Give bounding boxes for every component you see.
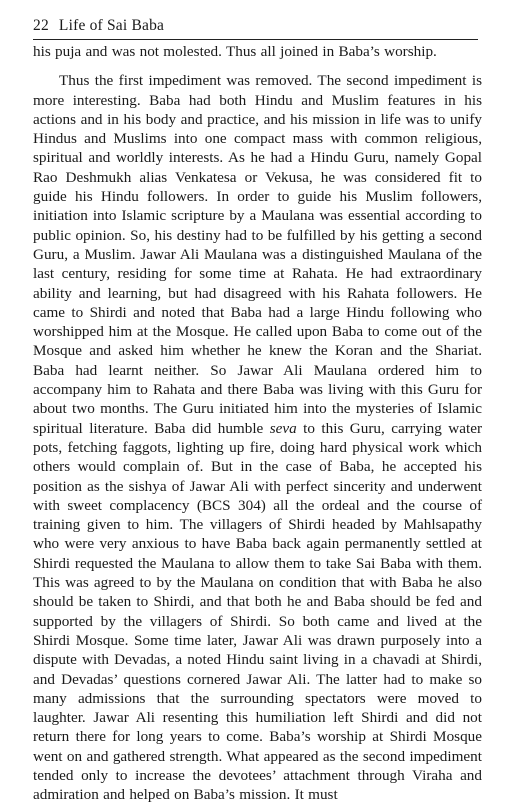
paragraph-continuation: his puja and was not molested. Thus all joined in Baba’s worship. bbox=[33, 43, 437, 60]
paragraph-text-part-1: Thus the first impediment was removed. The second impediment is more interesting. Baba had both Hindu and Muslim features in his actions and in his body and practice, and his mission in life was to unify Hindus and Muslims into one compact mass with common religious, spiritual and worldly interests. As he had a Hindu Guru, namely Gopal Rao Deshmukh alias Venkatesa or Vekusa, he was considered fit to guide his Hindu followers. In order to guide his Muslim followers, initiation into Islamic scripture by a Maulana was essential according to public opinion. So, his destiny had to be fulfilled by his getting a second Guru, a Muslim. Jawar Ali Maulana was a distinguished Maulana of the last century, residing for some time at Rahata. He had extraordinary ability and learning, but had disagreed with his Rahata followers. He came to Shirdi and noted that Baba had a large Hindu following who worshipped him at the Mosque. He called upon Baba to come out of the Mosque and asked him whether he knew the Koran and the Shariat. Baba had learnt neither. So Jawar Ali Maulana ordered him to accompany him to Rahata and there Baba was living with this Guru for about two months. The Guru initiated him into the mysteries of Islamic spiritual literature. Baba did humble bbox=[33, 72, 482, 437]
running-header bbox=[33, 16, 478, 36]
body-text bbox=[33, 42, 482, 805]
italic-term-seva: seva bbox=[269, 419, 297, 437]
header-rule bbox=[33, 39, 478, 40]
page-number: 22 bbox=[33, 17, 49, 34]
running-title: Life of Sai Baba bbox=[58, 17, 165, 34]
paragraph-second-impediment bbox=[33, 71, 482, 804]
paragraph-text-part-2: to this Guru, carrying water pots, fetching faggots, lighting up fire, doing hard physical work which others would complain of. But in the case of Baba, he accepted his position as the sishya of Jawar Ali with perfect sincerity and underwent with sweet complacency (BCS 304) all the ordeal and the course of training given to him. The villagers of Shirdi headed by Mahlsapathy who were very anxious to have Baba back again permanently settled at Shirdi requested the Maulana to allow them to take Sai Baba with them. This was agreed to by the Maulana on condition that with Baba he also should be taken to Shirdi, and that both he and Baba should be fed and supported by the villagers of Shirdi. So both came and lived at the Shirdi Mosque. Some time later, Jawar Ali was drawn purposely into a dispute with Devadas, a noted Hindu saint living in a chavadi at Shirdi, and Devadas’ questions cornered Jawar Ali. The latter had to make so many admissions that the surrounding spectators were moved to laughter. Jawar Ali resenting this humiliation left Shirdi and did not return there for long years to come. Baba’s worship at Shirdi Mosque went on and gathered strength. What appeared as the second impediment tended only to increase the devotees’ attachment through Viraha and admiration and helped on Baba’s mission. It must bbox=[33, 419, 482, 804]
